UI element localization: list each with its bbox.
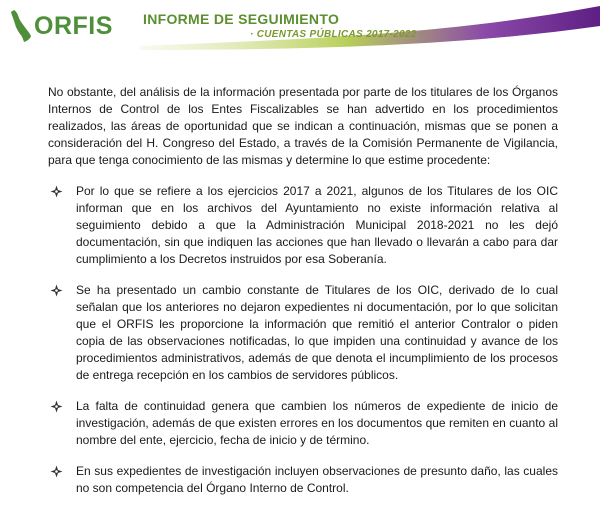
- list-item-text: Por lo que se refiere a los ejercicios 2017 a 2021, algunos de los Titulares de los OIC informan que en los archivos del Ayuntamiento no existe información relativa al seguimiento debido a que la Administración Municipal 2018-2021 no les dejó documentación, sin que indiquen las acciones que han llevado o llevarán a cabo para dar cumplimiento a los Decretos instruidos por esa Soberanía.: [76, 184, 558, 266]
- diamond-bullet-icon: [50, 185, 63, 198]
- list-item-text: En sus expedientes de investigación incluyen observaciones de presunto daño, las cuales no son competencia del Órgano Interno de Control.: [76, 464, 558, 495]
- intro-paragraph: No obstante, del análisis de la información presentada por parte de los titulares de los Órganos Internos de Control de los Entes Fiscalizables se han advertido en los procedimientos realizados, las áreas de oportunidad que se indican a continuación, mismas que se ponen a consideración del H. Congreso del Estado, a través de la Comisión Permanente de Vigilancia, para que tenga conocimiento de las mismas y determine lo que estime procedente:: [48, 85, 558, 167]
- diamond-bullet-icon: [50, 284, 63, 297]
- veracruz-map-icon: [10, 9, 32, 43]
- list-item: [48, 183, 558, 268]
- page-header: [0, 0, 600, 56]
- list-item-text: Se ha presentado un cambio constante de Titulares de los OIC, derivado de lo cual señalan que los anteriores no dejaron expedientes ni documentación, por lo que solicitan que el ORFIS les proporcione la información que remitió el anterior Contralor o piden copia de las observaciones notificadas, lo que impiden una continuidad y avance de los procedimientos administrativos, además de que denota el incumplimiento de los procesos de entrega recepción en los cambios de servidores públicos.: [76, 283, 558, 382]
- findings-list: [48, 183, 558, 497]
- diamond-bullet-icon: [50, 400, 63, 413]
- list-item-text: La falta de continuidad genera que cambien los números de expediente de inicio de investigación, además de que existen errores en los documentos que remiten en cuanto al nombre del ente, ejercicio, fecha de inicio y de término.: [76, 399, 558, 447]
- orfis-logo: [10, 9, 113, 43]
- report-subtitle: · CUENTAS PÚBLICAS 2017-2022 ·: [250, 29, 424, 40]
- list-item: [48, 282, 558, 384]
- list-item: [48, 463, 558, 497]
- document-body: [48, 84, 558, 511]
- report-title: INFORME DE SEGUIMIENTO: [143, 11, 340, 27]
- logo-text: ORFIS: [34, 11, 113, 40]
- header-swoosh: [140, 0, 600, 56]
- diamond-bullet-icon: [50, 465, 63, 478]
- list-item: [48, 398, 558, 449]
